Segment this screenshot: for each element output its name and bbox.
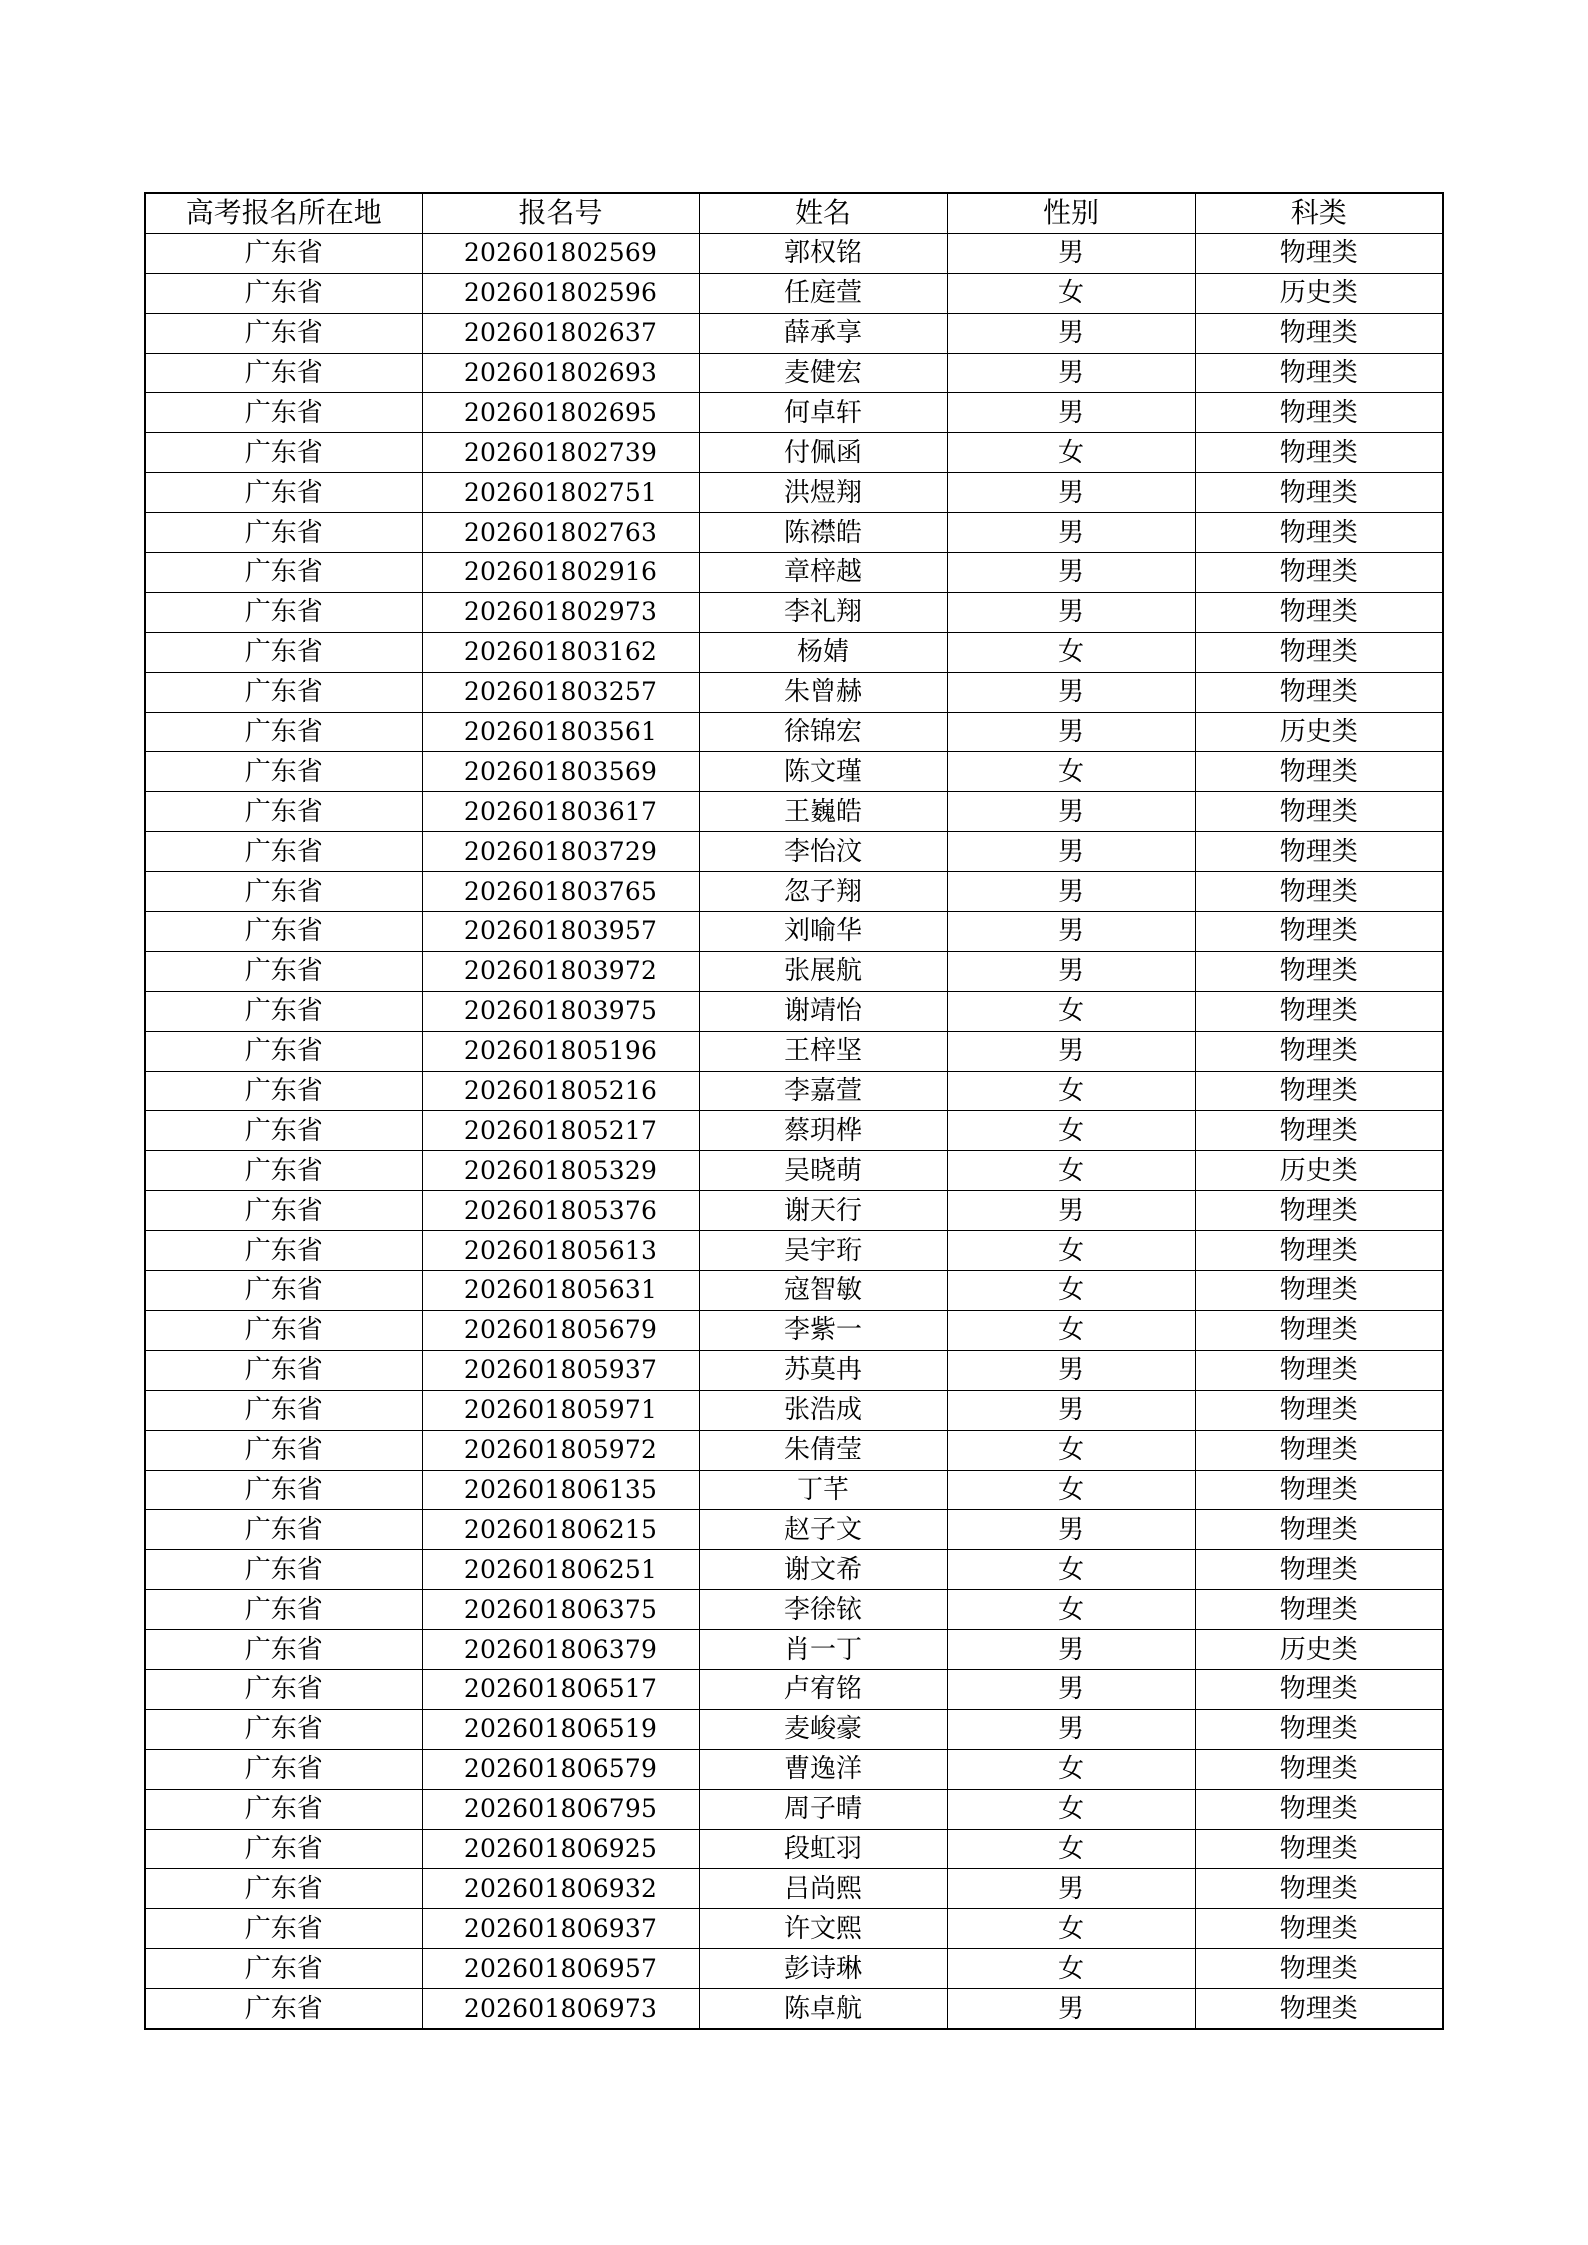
cell-location: 广东省 [145, 1829, 422, 1869]
cell-category: 物理类 [1195, 1231, 1443, 1271]
cell-category: 物理类 [1195, 1709, 1443, 1749]
table-row [145, 273, 1443, 313]
cell-name: 付佩函 [699, 433, 947, 473]
cell-gender: 女 [947, 1829, 1195, 1869]
cell-name: 徐锦宏 [699, 712, 947, 752]
cell-category: 物理类 [1195, 513, 1443, 553]
cell-category: 物理类 [1195, 1071, 1443, 1111]
cell-name: 吴宇珩 [699, 1231, 947, 1271]
cell-location: 广东省 [145, 792, 422, 832]
admission-list-table [144, 192, 1444, 2030]
cell-gender: 男 [947, 1669, 1195, 1709]
cell-name: 曹逸洋 [699, 1749, 947, 1789]
cell-gender: 男 [947, 1630, 1195, 1670]
cell-registration-number: 202601806519 [422, 1709, 699, 1749]
cell-location: 广东省 [145, 433, 422, 473]
table-row [145, 1071, 1443, 1111]
cell-name: 任庭萱 [699, 273, 947, 313]
cell-name: 张展航 [699, 951, 947, 991]
cell-category: 物理类 [1195, 1590, 1443, 1630]
cell-location: 广东省 [145, 1909, 422, 1949]
cell-registration-number: 202601803972 [422, 951, 699, 991]
cell-category: 物理类 [1195, 632, 1443, 672]
table-row [145, 912, 1443, 952]
cell-category: 物理类 [1195, 353, 1443, 393]
cell-gender: 男 [947, 513, 1195, 553]
table-row [145, 1111, 1443, 1151]
cell-registration-number: 202601803561 [422, 712, 699, 752]
cell-name: 李礼翔 [699, 592, 947, 632]
cell-gender: 男 [947, 951, 1195, 991]
cell-category: 物理类 [1195, 792, 1443, 832]
cell-name: 卢宥铭 [699, 1669, 947, 1709]
cell-name: 苏莫冉 [699, 1350, 947, 1390]
cell-registration-number: 202601803257 [422, 672, 699, 712]
cell-location: 广东省 [145, 672, 422, 712]
cell-category: 物理类 [1195, 951, 1443, 991]
table-row [145, 1271, 1443, 1311]
cell-registration-number: 202601806379 [422, 1630, 699, 1670]
cell-name: 刘喻华 [699, 912, 947, 952]
cell-location: 广东省 [145, 912, 422, 952]
cell-category: 物理类 [1195, 433, 1443, 473]
cell-registration-number: 202601802596 [422, 273, 699, 313]
cell-location: 广东省 [145, 1191, 422, 1231]
cell-category: 物理类 [1195, 1550, 1443, 1590]
cell-registration-number: 202601802916 [422, 553, 699, 593]
table-row [145, 951, 1443, 991]
cell-registration-number: 202601806795 [422, 1789, 699, 1829]
cell-category: 物理类 [1195, 1111, 1443, 1151]
cell-location: 广东省 [145, 1470, 422, 1510]
cell-registration-number: 202601805937 [422, 1350, 699, 1390]
cell-name: 麦健宏 [699, 353, 947, 393]
cell-location: 广东省 [145, 951, 422, 991]
table-row [145, 632, 1443, 672]
cell-registration-number: 202601806135 [422, 1470, 699, 1510]
cell-category: 历史类 [1195, 273, 1443, 313]
cell-registration-number: 202601806215 [422, 1510, 699, 1550]
table-row [145, 553, 1443, 593]
cell-name: 吴晓萌 [699, 1151, 947, 1191]
cell-registration-number: 202601803729 [422, 832, 699, 872]
cell-location: 广东省 [145, 1071, 422, 1111]
cell-registration-number: 202601802973 [422, 592, 699, 632]
cell-location: 广东省 [145, 1709, 422, 1749]
table-body [145, 233, 1443, 2029]
table-row [145, 1630, 1443, 1670]
cell-gender: 男 [947, 1869, 1195, 1909]
cell-gender: 女 [947, 632, 1195, 672]
cell-gender: 男 [947, 592, 1195, 632]
cell-gender: 女 [947, 1470, 1195, 1510]
cell-location: 广东省 [145, 1111, 422, 1151]
cell-registration-number: 202601805613 [422, 1231, 699, 1271]
cell-registration-number: 202601806579 [422, 1749, 699, 1789]
cell-registration-number: 202601802693 [422, 353, 699, 393]
header-cell-name: 姓名 [699, 193, 947, 233]
cell-gender: 女 [947, 1789, 1195, 1829]
cell-location: 广东省 [145, 233, 422, 273]
table-row [145, 1310, 1443, 1350]
cell-name: 陈文瑾 [699, 752, 947, 792]
table-row [145, 433, 1443, 473]
cell-gender: 男 [947, 1510, 1195, 1550]
cell-gender: 男 [947, 872, 1195, 912]
cell-name: 寇智敏 [699, 1271, 947, 1311]
table-row [145, 393, 1443, 433]
cell-name: 肖一丁 [699, 1630, 947, 1670]
cell-name: 章梓越 [699, 553, 947, 593]
table-row [145, 1390, 1443, 1430]
table-row [145, 1789, 1443, 1829]
table-row [145, 1151, 1443, 1191]
cell-registration-number: 202601803765 [422, 872, 699, 912]
cell-location: 广东省 [145, 1989, 422, 2029]
table-row [145, 592, 1443, 632]
table-row [145, 832, 1443, 872]
cell-name: 郭权铭 [699, 233, 947, 273]
cell-gender: 女 [947, 991, 1195, 1031]
cell-registration-number: 202601805631 [422, 1271, 699, 1311]
cell-registration-number: 202601803569 [422, 752, 699, 792]
cell-name: 吕尚熙 [699, 1869, 947, 1909]
cell-name: 谢靖怡 [699, 991, 947, 1031]
cell-gender: 女 [947, 1909, 1195, 1949]
cell-name: 陈卓航 [699, 1989, 947, 2029]
cell-location: 广东省 [145, 1390, 422, 1430]
table-row [145, 1590, 1443, 1630]
cell-gender: 女 [947, 1949, 1195, 1989]
table-row [145, 233, 1443, 273]
cell-location: 广东省 [145, 473, 422, 513]
cell-registration-number: 202601805216 [422, 1071, 699, 1111]
table-row [145, 1949, 1443, 1989]
cell-location: 广东省 [145, 632, 422, 672]
cell-registration-number: 202601806932 [422, 1869, 699, 1909]
document-page [144, 192, 1442, 2030]
cell-gender: 女 [947, 1071, 1195, 1111]
cell-name: 李嘉萱 [699, 1071, 947, 1111]
cell-category: 物理类 [1195, 233, 1443, 273]
table-header-row [145, 193, 1443, 233]
cell-location: 广东省 [145, 313, 422, 353]
cell-registration-number: 202601802739 [422, 433, 699, 473]
cell-location: 广东省 [145, 1590, 422, 1630]
cell-gender: 女 [947, 1430, 1195, 1470]
cell-category: 物理类 [1195, 872, 1443, 912]
cell-gender: 女 [947, 1749, 1195, 1789]
cell-location: 广东省 [145, 1231, 422, 1271]
cell-name: 张浩成 [699, 1390, 947, 1430]
cell-name: 王巍皓 [699, 792, 947, 832]
header-cell-location: 高考报名所在地 [145, 193, 422, 233]
cell-location: 广东省 [145, 1510, 422, 1550]
cell-registration-number: 202601806957 [422, 1949, 699, 1989]
cell-location: 广东省 [145, 1749, 422, 1789]
cell-location: 广东省 [145, 1789, 422, 1829]
cell-name: 许文熙 [699, 1909, 947, 1949]
cell-gender: 男 [947, 393, 1195, 433]
table-row [145, 1829, 1443, 1869]
cell-location: 广东省 [145, 1350, 422, 1390]
table-row [145, 1550, 1443, 1590]
table-row [145, 792, 1443, 832]
cell-gender: 女 [947, 1111, 1195, 1151]
cell-category: 物理类 [1195, 592, 1443, 632]
cell-name: 朱曾赫 [699, 672, 947, 712]
cell-category: 物理类 [1195, 1510, 1443, 1550]
cell-name: 李紫一 [699, 1310, 947, 1350]
cell-name: 麦峻豪 [699, 1709, 947, 1749]
cell-category: 物理类 [1195, 1350, 1443, 1390]
table-row [145, 513, 1443, 553]
cell-location: 广东省 [145, 273, 422, 313]
table-row [145, 1989, 1443, 2029]
cell-category: 物理类 [1195, 1310, 1443, 1350]
table-row [145, 1031, 1443, 1071]
cell-name: 朱倩莹 [699, 1430, 947, 1470]
cell-gender: 男 [947, 1191, 1195, 1231]
cell-location: 广东省 [145, 592, 422, 632]
table-row [145, 1430, 1443, 1470]
table-row [145, 752, 1443, 792]
cell-gender: 男 [947, 553, 1195, 593]
table-row [145, 991, 1443, 1031]
cell-gender: 女 [947, 1151, 1195, 1191]
cell-gender: 男 [947, 233, 1195, 273]
cell-category: 物理类 [1195, 553, 1443, 593]
cell-registration-number: 202601803162 [422, 632, 699, 672]
cell-location: 广东省 [145, 1031, 422, 1071]
cell-registration-number: 202601802695 [422, 393, 699, 433]
cell-location: 广东省 [145, 1151, 422, 1191]
cell-location: 广东省 [145, 553, 422, 593]
cell-gender: 男 [947, 1390, 1195, 1430]
cell-category: 物理类 [1195, 832, 1443, 872]
cell-category: 物理类 [1195, 1669, 1443, 1709]
cell-registration-number: 202601806251 [422, 1550, 699, 1590]
cell-registration-number: 202601805376 [422, 1191, 699, 1231]
cell-registration-number: 202601805679 [422, 1310, 699, 1350]
cell-category: 物理类 [1195, 991, 1443, 1031]
cell-category: 物理类 [1195, 1031, 1443, 1071]
cell-location: 广东省 [145, 872, 422, 912]
table-row [145, 313, 1443, 353]
cell-category: 物理类 [1195, 1829, 1443, 1869]
cell-gender: 男 [947, 1350, 1195, 1390]
cell-name: 谢文希 [699, 1550, 947, 1590]
cell-name: 忽子翔 [699, 872, 947, 912]
header-cell-gender: 性别 [947, 193, 1195, 233]
cell-gender: 女 [947, 433, 1195, 473]
cell-gender: 男 [947, 473, 1195, 513]
cell-name: 谢天行 [699, 1191, 947, 1231]
cell-category: 物理类 [1195, 1909, 1443, 1949]
table-row [145, 473, 1443, 513]
cell-category: 物理类 [1195, 313, 1443, 353]
cell-name: 丁芊 [699, 1470, 947, 1510]
cell-gender: 男 [947, 353, 1195, 393]
cell-gender: 女 [947, 1271, 1195, 1311]
table-row [145, 712, 1443, 752]
table-row [145, 1470, 1443, 1510]
cell-registration-number: 202601803957 [422, 912, 699, 952]
cell-name: 何卓轩 [699, 393, 947, 433]
cell-name: 段虹羽 [699, 1829, 947, 1869]
cell-category: 物理类 [1195, 1271, 1443, 1311]
cell-name: 王梓坚 [699, 1031, 947, 1071]
cell-location: 广东省 [145, 1949, 422, 1989]
cell-gender: 男 [947, 712, 1195, 752]
cell-category: 物理类 [1195, 1470, 1443, 1510]
table-row [145, 1350, 1443, 1390]
cell-registration-number: 202601805329 [422, 1151, 699, 1191]
cell-gender: 男 [947, 792, 1195, 832]
cell-category: 物理类 [1195, 1869, 1443, 1909]
cell-registration-number: 202601805217 [422, 1111, 699, 1151]
cell-registration-number: 202601806925 [422, 1829, 699, 1869]
cell-registration-number: 202601806375 [422, 1590, 699, 1630]
cell-location: 广东省 [145, 712, 422, 752]
cell-location: 广东省 [145, 1430, 422, 1470]
cell-registration-number: 202601805972 [422, 1430, 699, 1470]
cell-gender: 女 [947, 1310, 1195, 1350]
cell-category: 物理类 [1195, 1989, 1443, 2029]
cell-category: 物理类 [1195, 1949, 1443, 1989]
cell-category: 历史类 [1195, 712, 1443, 752]
table-row [145, 1191, 1443, 1231]
cell-registration-number: 202601803617 [422, 792, 699, 832]
cell-name: 周子晴 [699, 1789, 947, 1829]
cell-registration-number: 202601802637 [422, 313, 699, 353]
table-row [145, 1909, 1443, 1949]
cell-category: 历史类 [1195, 1630, 1443, 1670]
table-row [145, 872, 1443, 912]
cell-category: 物理类 [1195, 1749, 1443, 1789]
table-row [145, 1749, 1443, 1789]
table-row [145, 1669, 1443, 1709]
table-row [145, 353, 1443, 393]
cell-registration-number: 202601806517 [422, 1669, 699, 1709]
cell-registration-number: 202601805196 [422, 1031, 699, 1071]
table-row [145, 672, 1443, 712]
cell-gender: 男 [947, 1031, 1195, 1071]
cell-gender: 男 [947, 912, 1195, 952]
cell-name: 洪煜翔 [699, 473, 947, 513]
cell-name: 赵子文 [699, 1510, 947, 1550]
cell-gender: 男 [947, 1709, 1195, 1749]
cell-gender: 女 [947, 273, 1195, 313]
cell-location: 广东省 [145, 1271, 422, 1311]
cell-gender: 女 [947, 752, 1195, 792]
cell-category: 物理类 [1195, 1191, 1443, 1231]
cell-location: 广东省 [145, 353, 422, 393]
cell-registration-number: 202601802569 [422, 233, 699, 273]
cell-category: 物理类 [1195, 912, 1443, 952]
cell-category: 物理类 [1195, 1789, 1443, 1829]
cell-registration-number: 202601805971 [422, 1390, 699, 1430]
cell-name: 蔡玥桦 [699, 1111, 947, 1151]
cell-location: 广东省 [145, 1630, 422, 1670]
cell-category: 物理类 [1195, 672, 1443, 712]
cell-gender: 女 [947, 1550, 1195, 1590]
cell-gender: 女 [947, 1590, 1195, 1630]
cell-location: 广东省 [145, 1669, 422, 1709]
cell-location: 广东省 [145, 393, 422, 433]
cell-location: 广东省 [145, 513, 422, 553]
table-row [145, 1869, 1443, 1909]
cell-location: 广东省 [145, 832, 422, 872]
cell-gender: 男 [947, 1989, 1195, 2029]
table-row [145, 1510, 1443, 1550]
cell-registration-number: 202601806973 [422, 1989, 699, 2029]
table-row [145, 1231, 1443, 1271]
cell-location: 广东省 [145, 1869, 422, 1909]
cell-gender: 男 [947, 672, 1195, 712]
cell-gender: 女 [947, 1231, 1195, 1271]
header-cell-registration-number: 报名号 [422, 193, 699, 233]
cell-name: 陈襟皓 [699, 513, 947, 553]
cell-name: 李徐铱 [699, 1590, 947, 1630]
cell-name: 杨婧 [699, 632, 947, 672]
cell-registration-number: 202601802751 [422, 473, 699, 513]
cell-gender: 男 [947, 313, 1195, 353]
cell-category: 物理类 [1195, 1390, 1443, 1430]
cell-registration-number: 202601803975 [422, 991, 699, 1031]
cell-registration-number: 202601806937 [422, 1909, 699, 1949]
cell-category: 历史类 [1195, 1151, 1443, 1191]
cell-category: 物理类 [1195, 473, 1443, 513]
cell-location: 广东省 [145, 991, 422, 1031]
cell-name: 李怡汶 [699, 832, 947, 872]
cell-gender: 男 [947, 832, 1195, 872]
header-cell-category: 科类 [1195, 193, 1443, 233]
cell-registration-number: 202601802763 [422, 513, 699, 553]
cell-category: 物理类 [1195, 393, 1443, 433]
cell-location: 广东省 [145, 1310, 422, 1350]
cell-name: 薛承享 [699, 313, 947, 353]
cell-location: 广东省 [145, 752, 422, 792]
cell-category: 物理类 [1195, 752, 1443, 792]
cell-category: 物理类 [1195, 1430, 1443, 1470]
cell-name: 彭诗琳 [699, 1949, 947, 1989]
table-row [145, 1709, 1443, 1749]
cell-location: 广东省 [145, 1550, 422, 1590]
